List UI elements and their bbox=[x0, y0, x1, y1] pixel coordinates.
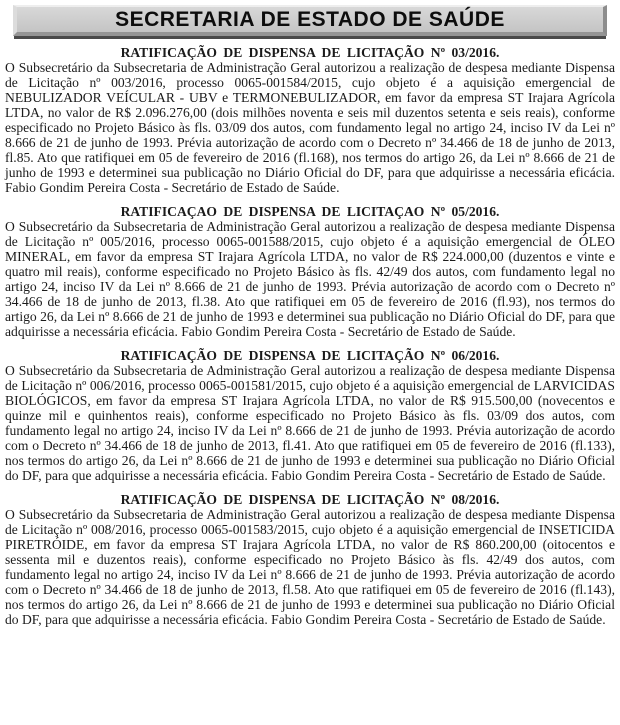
section-ratificacao-08-2016 bbox=[5, 492, 615, 627]
section-body: O Subsecretário da Subsecretaria de Administração Geral autorizou a realização de despesa mediante Dispensa de Licitação nº 003/2016, processo 0065-001584/2015, cujo objeto é a aquisição emergencial de NEBULIZADOR VEÍCULAR - UBV e TERMONEBULIZADOR, em favor da empresa ST Irajara Agrícola LTDA, no valor de R$ 2.096.276,00 (dois milhões noventa e seis mil duzentos setenta e seis reais), conforme especificado no Projeto Básico às fls. 03/09 dos autos, com fundamento legal no artigo 24, inciso IV da Lei nº 8.666 de 21 de junho de 1993. Prévia autorização de acordo com o Decreto nº 34.466 de 18 de junho de 2013, fl.85. Ato que ratifiquei em 05 de fevereiro de 2016 (fl.168), nos termos do artigo 26, da Lei nº 8.666 de 21 de junho de 1993 e determinei sua publicação no Diário Oficial do DF, para que adquirisse a necessária eficácia. Fabio Gondim Pereira Costa - Secretário de Estado de Saúde. bbox=[5, 60, 615, 195]
masthead-bar bbox=[13, 5, 607, 36]
section-heading: RATIFICAÇÃO DE DISPENSA DE LICITAÇÃO Nº 06/2016. bbox=[120, 348, 500, 363]
section-ratificacao-06-2016 bbox=[5, 348, 615, 483]
section-body: O Subsecretário da Subsecretaria de Administração Geral autorizou a realização de despesa mediante Dispensa de Licitação nº 006/2016, processo 0065-001581/2015, cujo objeto é a aquisição emergencial de LARVICIDAS BIOLÓGICOS, em favor da empresa ST Irajara Agrícola LTDA, no valor de R$ 915.500,00 (novecentos e quinze mil e quinhentos reais), conforme especificado no Projeto Básico às fls. 03/09 dos autos, com fundamento legal no artigo 24, inciso IV da Lei nº 8.666 de 21 de junho de 1993. Prévia autorização de acordo com o Decreto nº 34.466 de 18 de junho de 2013, fl.41. Ato que ratifiquei em 05 de fevereiro de 2016 (fl.133), nos termos do artigo 26, da Lei nº 8.666 de 21 de junho de 1993 e determinei sua publicação no Diário Oficial do DF, para que adquirisse a necessária eficácia. Fabio Gondim Pereira Costa - Secretário de Estado de Saúde. bbox=[5, 363, 615, 483]
section-body: O Subsecretário da Subsecretaria de Administração Geral autorizou a realização de despesa mediante Dispensa de Licitação nº 008/2016, processo 0065-001583/2015, cujo objeto é a aquisição emergencial de INSETICIDA PIRETRÓIDE, em favor da empresa ST Irajara Agrícola LTDA, no valor de R$ 860.200,00 (oitocentos e sessenta mil e duzentos reais), conforme especificado no Projeto Básico às fls. 42/49 dos autos, com fundamento legal no artigo 24, inciso IV da Lei nº 8.666 de 21 de junho de 1993. Prévia autorização de acordo com o Decreto nº 34.466 de 18 de junho de 2013, fl.58. Ato que ratifiquei em 05 de fevereiro de 2016 (fl.143), nos termos do artigo 26, da Lei nº 8.666 de 21 de junho de 1993 e determinei sua publicação no Diário Oficial do DF, para que adquirisse a necessária eficácia. Fabio Gondim Pereira Costa - Secretário de Estado de Saúde. bbox=[5, 507, 615, 627]
masthead-title: SECRETARIA DE ESTADO DE SAÚDE bbox=[115, 7, 505, 31]
section-ratificacao-03-2016 bbox=[5, 45, 615, 195]
section-heading: RATIFICAÇAO DE DISPENSA DE LICITAÇAO Nº 05/2016. bbox=[120, 204, 500, 219]
section-heading: RATIFICAÇÃO DE DISPENSA DE LICITAÇÃO Nº 03/2016. bbox=[120, 45, 500, 60]
gazette-body bbox=[0, 45, 620, 627]
section-ratificacao-05-2016 bbox=[5, 204, 615, 339]
section-body: O Subsecretário da Subsecretaria de Administração Geral autorizou a realização de despesa mediante Dispensa de Licitação nº 005/2016, processo 0065-001588/2015, cujo objeto é a aquisição emergencial de ÓLEO MINERAL, em favor da empresa ST Irajara Agrícola LTDA, no valor de R$ 224.000,00 (duzentos e vinte e quatro mil reais), conforme especificado no Projeto Básico às fls. 42/49 dos autos, com fundamento legal no artigo 24, inciso IV da Lei nº 8.666 de 21 de junho de 1993. Prévia autorização de acordo com o Decreto nº 34.466 de 18 de junho de 2013, fl.38. Ato que ratifiquei em 05 de fevereiro de 2016 (fl.93), nos termos do artigo 26, da Lei nº 8.666 de 21 de junho de 1993 e determinei sua publicação no Diário Oficial do DF, para que adquirisse a necessária eficácia. Fabio Gondim Pereira Costa - Secretário de Estado de Saúde. bbox=[5, 219, 615, 339]
section-heading: RATIFICAÇÃO DE DISPENSA DE LICITAÇÃO Nº 08/2016. bbox=[120, 492, 500, 507]
gazette-page bbox=[0, 5, 620, 627]
